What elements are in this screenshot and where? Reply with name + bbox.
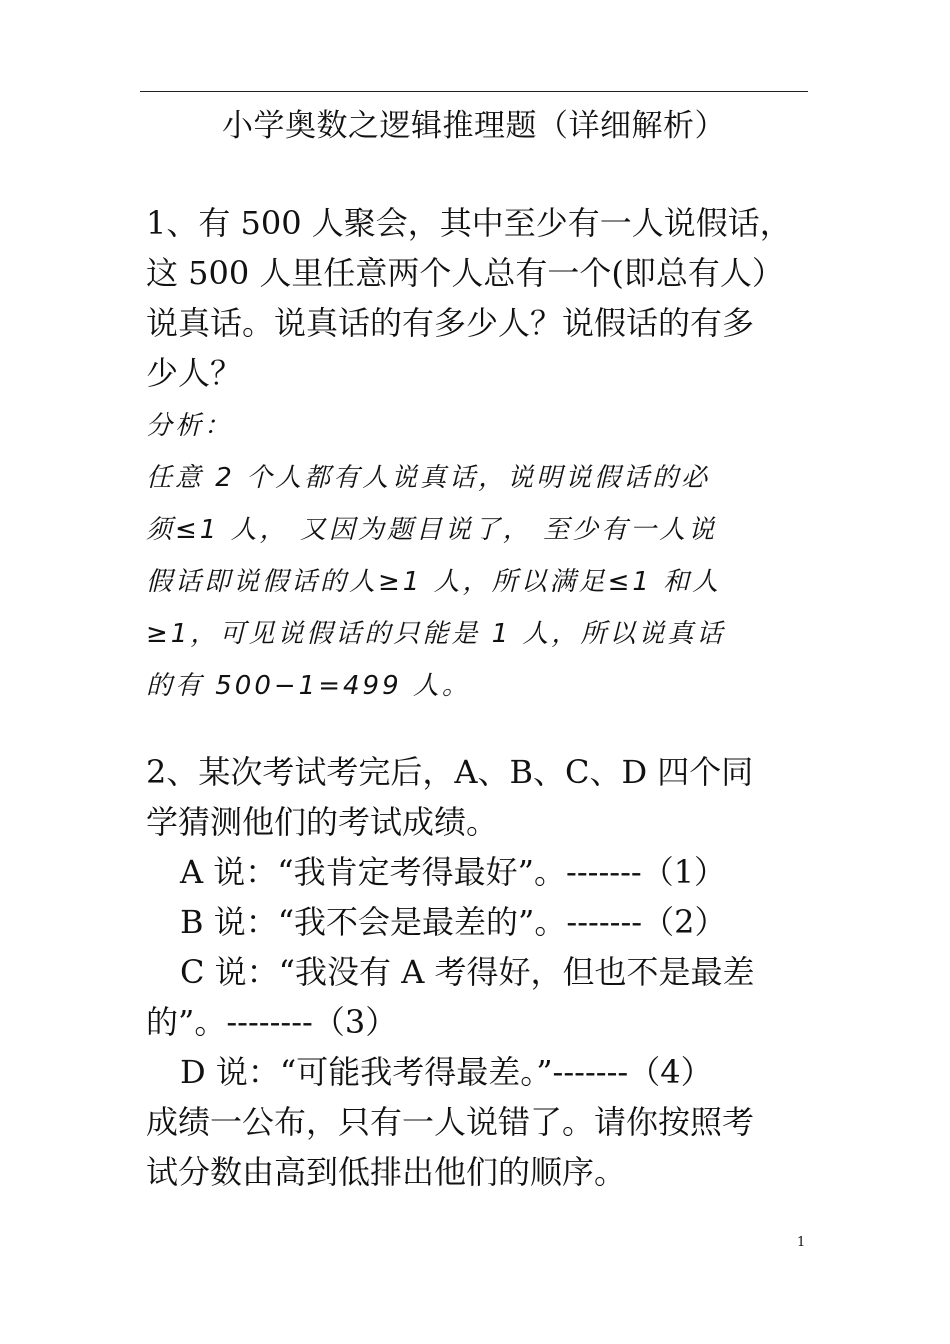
q2-statement-d: D 说：“可能我考得最差。”-------（4） [180, 1053, 713, 1091]
q2-statement-c-part-1: C 说：“我没有 A 考得好，但也不是最差 [180, 953, 755, 991]
q2-line-1: 2、某次考试考完后，A、B、C、D 四个同 [146, 753, 754, 791]
q2-statement-a: A 说：“我肯定考得最好”。-------（1） [180, 853, 727, 891]
q2-line-3: 成绩一公布，只有一人说错了。请你按照考 [146, 1103, 755, 1141]
analysis-heading: 分析： [146, 411, 234, 441]
analysis-line-4: ≥1，可见说假话的只能是 1 人，所以说真话 [146, 619, 726, 649]
q1-line-2: 这 500 人里任意两个人总有一个(即总有人） [146, 254, 784, 292]
analysis-line-1: 任意 2 个人都有人说真话，说明说假话的必 [146, 463, 711, 493]
question-2 [146, 747, 810, 1197]
q2-line-2: 学猜测他们的考试成绩。 [146, 803, 499, 841]
page-number: 1 [797, 1235, 806, 1250]
analysis-section [146, 400, 810, 712]
analysis-line-2: 须≤1 人， 又因为题目说了， 至少有一人说 [146, 515, 718, 545]
q2-line-4: 试分数由高到低排出他们的顺序。 [146, 1153, 627, 1191]
q1-line-1: 1、有 500 人聚会，其中至少有一人说假话， [146, 204, 792, 242]
q2-statement-b: B 说：“我不会是最差的”。-------（2） [180, 903, 727, 941]
analysis-line-5: 的有 500−1=499 人。 [146, 671, 471, 701]
q1-line-3: 说真话。说真话的有多少人？说假话的有多 [146, 304, 755, 342]
header-rule [140, 91, 808, 92]
q2-statement-c-part-2: 的”。--------（3） [146, 1003, 398, 1041]
question-1 [146, 198, 810, 398]
analysis-line-3: 假话即说假话的人≥1 人，所以满足≤1 和人 [146, 567, 722, 597]
page-title: 小学奥数之逻辑推理题（详细解析） [222, 108, 726, 144]
q1-line-4: 少人？ [146, 354, 243, 392]
